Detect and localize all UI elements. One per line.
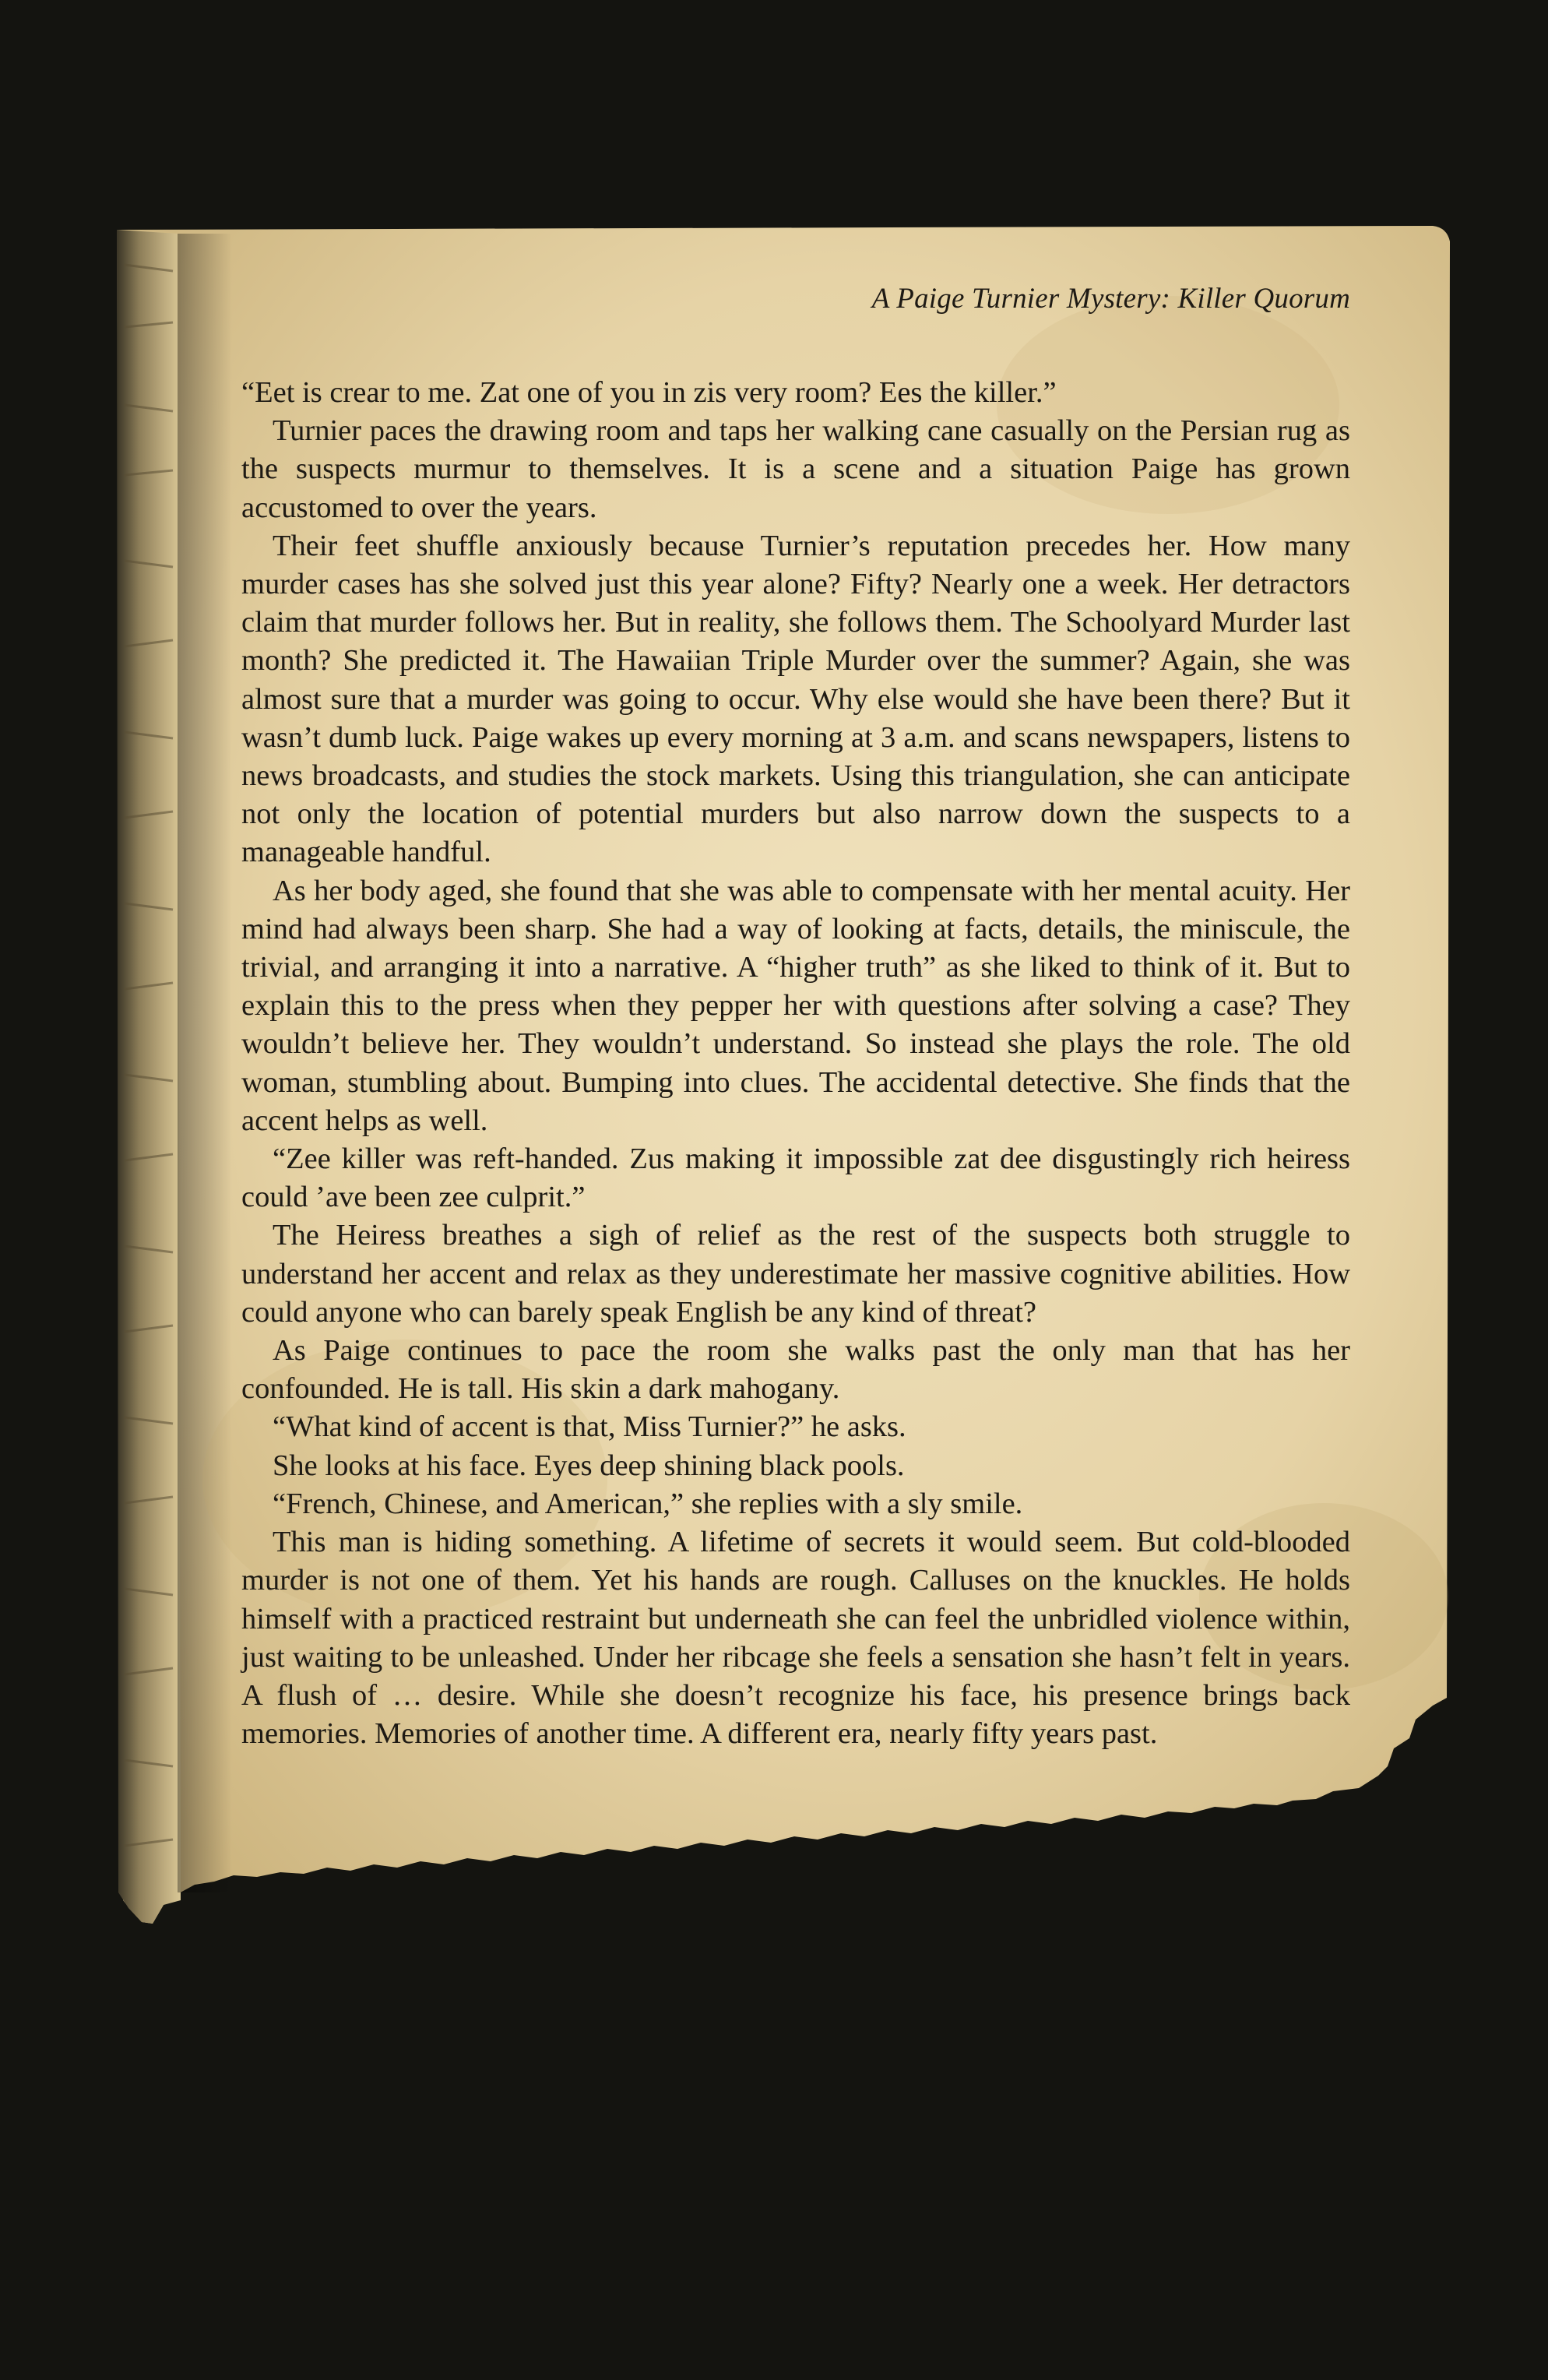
running-head: A Paige Turnier Mystery: Killer Quorum (871, 283, 1350, 315)
paragraph: Turnier paces the drawing room and taps her walking cane casually on the Persian rug as the suspects murmur to themselves. It is a scene and a situation Paige has grown accustomed to over the years. (241, 414, 1350, 524)
paragraph: This man is hiding something. A lifetime of secrets it would seem. But cold-blooded murder is not one of them. Yet his hands are rough. Calluses on the knuckles. He holds himself with a practiced restraint but underneath she can feel the unbridled violence within, just waiting to be unleashed. Under her ribcage she feels a sensation she hasn’t felt in years. A flush of … desire. While she doesn’t recognize his face, his presence brings back memories. Memories of another time. A different era, nearly fifty years past. (241, 1526, 1350, 1751)
paragraph: As Paige continues to pace the room she walks past the only man that has her confounded. He is tall. His skin a dark mahogany. (241, 1334, 1350, 1406)
paragraph: “French, Chinese, and American,” she replies with a sly smile. (273, 1487, 1023, 1520)
paragraph: “What kind of accent is that, Miss Turnier?” he asks. (273, 1410, 906, 1444)
paragraph: “Zee killer was reft-handed. Zus making it impossible zat dee disgustingly rich heiress could ’ave been zee culprit.” (241, 1142, 1350, 1214)
gutter-shadow (178, 234, 232, 1892)
paragraph: The Heiress breathes a sigh of relief as the rest of the suspects both struggle to understand her accent and relax as they underestimate her massive cognitive abilities. How could anyone who can barely speak English be any kind of threat? (241, 1219, 1350, 1329)
paragraph: Their feet shuffle anxiously because Turnier’s reputation precedes her. How many murder cases has she solved just this year alone? Fifty? Nearly one a week. Her detractors claim that murder follows her. But in reality, she follows them. The Schoolyard Murder last month? She predicted it. The Hawaiian Triple Murder over the summer? Again, she was almost sure that a murder was going to occur. Why else would she have been there? But it wasn’t dumb luck. Paige wakes up every morning at 3 a.m. and scans newspapers, listens to news broadcasts, and studies the stock markets. Using this triangulation, she can anticipate not only the location of potential murders but also narrow down the suspects to a manageable handful. (241, 529, 1350, 869)
paragraph: “Eet is crear to me. Zat one of you in zis very room? Ees the killer.” (241, 376, 1057, 409)
page-text-block (241, 280, 1350, 1753)
paragraph: As her body aged, she found that she was able to compensate with her mental acuity. Her mind had always been sharp. She had a way of looking at facts, details, the miniscule, the trivial, and arranging it into a narrative. A “higher truth” as she liked to think of it. But to explain this to the press when they pepper her with questions after solving a case? They wouldn’t believe her. They wouldn’t understand. So instead she plays the role. The old woman, stumbling about. Bumping into clues. The accidental detective. She finds that the accent helps as well. (241, 874, 1350, 1137)
paragraph: She looks at his face. Eyes deep shining black pools. (273, 1449, 905, 1482)
